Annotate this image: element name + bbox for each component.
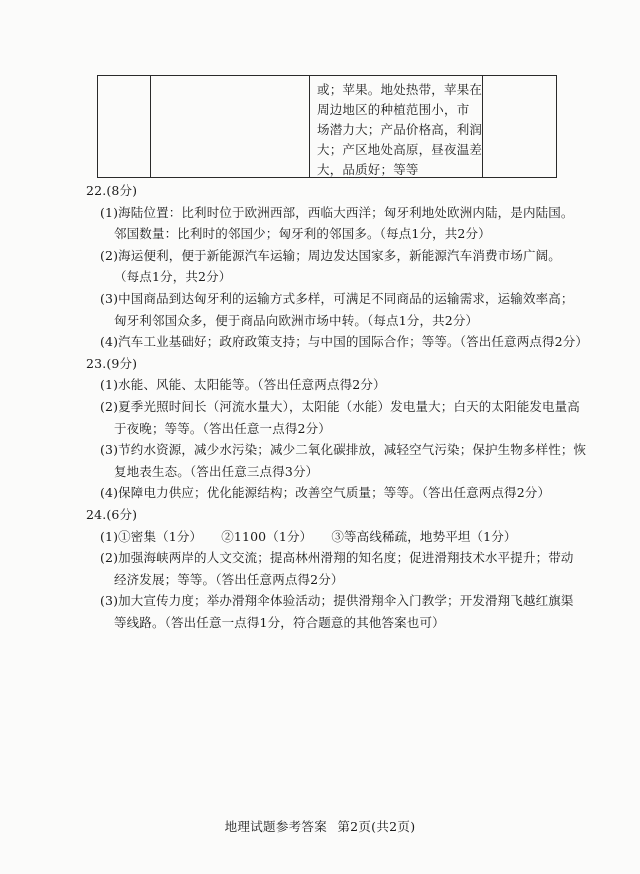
answer-line: (3)加大宣传力度；举办滑翔伞体验活动；提供滑翔伞入门教学；开发滑翔飞越红旗渠 [100,593,574,609]
table-column-divider [482,76,483,177]
answer-line: (2)夏季光照时间长（河流水量大），太阳能（水能）发电量大；白天的太阳能发电量高 [100,398,580,414]
table-cell-line: 大；产区地处高原，昼夜温差 [317,142,483,157]
table-cell-line: 周边地区的种植范围小，市 [317,102,470,117]
table-cell-line: 场潜力大；产品价格高，利润 [317,122,483,137]
answer-line: (2)海运便利，便于新能源汽车运输；周边发达国家多，新能源汽车消费市场广阔。 [100,247,561,263]
answer-line: （每点1分，共2分） [114,269,232,285]
answer-line: 复地表生态。（答出任意三点得3分） [114,463,319,479]
answer-line: 邻国数量：比利时的邻国少；匈牙利的邻国多。（每点1分，共2分） [114,226,491,242]
answer-line: 匈牙利邻国众多，便于商品向欧洲市场中转。（每点1分，共2分） [114,312,479,328]
answer-line: 经济发展；等等。（答出任意两点得2分） [114,571,344,587]
answer-line: 等线路。（答出任意一点得1分，符合题意的其他答案也可） [114,614,445,630]
question-heading: 23.(9分) [86,355,138,371]
page-footer [0,817,640,835]
answer-line: (3)中国商品到达匈牙利的运输方式多样，可满足不同商品的运输需求，运输效率高； [100,290,574,306]
answer-list [86,180,589,633]
table-column-divider [150,76,151,177]
answer-line: (1)①密集（1分） ②1100（1分） ③等高线稀疏，地势平坦（1分） [100,528,517,544]
answer-line: (3)节约水资源，减少水污染；减少二氧化碳排放，减轻空气污染；保护生物多样性；恢 [100,442,587,458]
answer-line: (2)加强海峡两岸的人文交流；提高林州滑翔的知名度；促进滑翔技术水平提升；带动 [100,550,574,566]
table-cell-line: 大，品质好；等等 [317,162,419,177]
table-cell-line: 或；苹果。地处热带，苹果在 [317,82,483,97]
question-heading: 22.(8分) [86,183,138,198]
answer-line: (4)保障电力供应；优化能源结构；改善空气质量；等等。（答出任意两点得2分） [100,485,551,501]
footer-title: 地理试题参考答案 [224,819,328,834]
question-heading: 24.(6分) [86,506,138,522]
answer-line: (4)汽车工业基础好；政府政策支持；与中国的国际合作；等等。（答出任意两点得2分） [100,334,589,350]
answer-table-fragment [97,75,557,178]
answer-line: (1)水能、风能、太阳能等。（答出任意两点得2分） [100,377,386,393]
footer-page-number: 第2页(共2页) [337,819,416,834]
answer-line: (1)海陆位置：比利时位于欧洲西部，西临大西洋；匈牙利地处欧洲内陆，是内陆国。 [100,204,574,220]
table-cell-text [317,80,483,180]
table-column-divider [309,76,310,177]
answer-line: 于夜晚；等等。（答出任意一点得2分） [114,420,331,436]
